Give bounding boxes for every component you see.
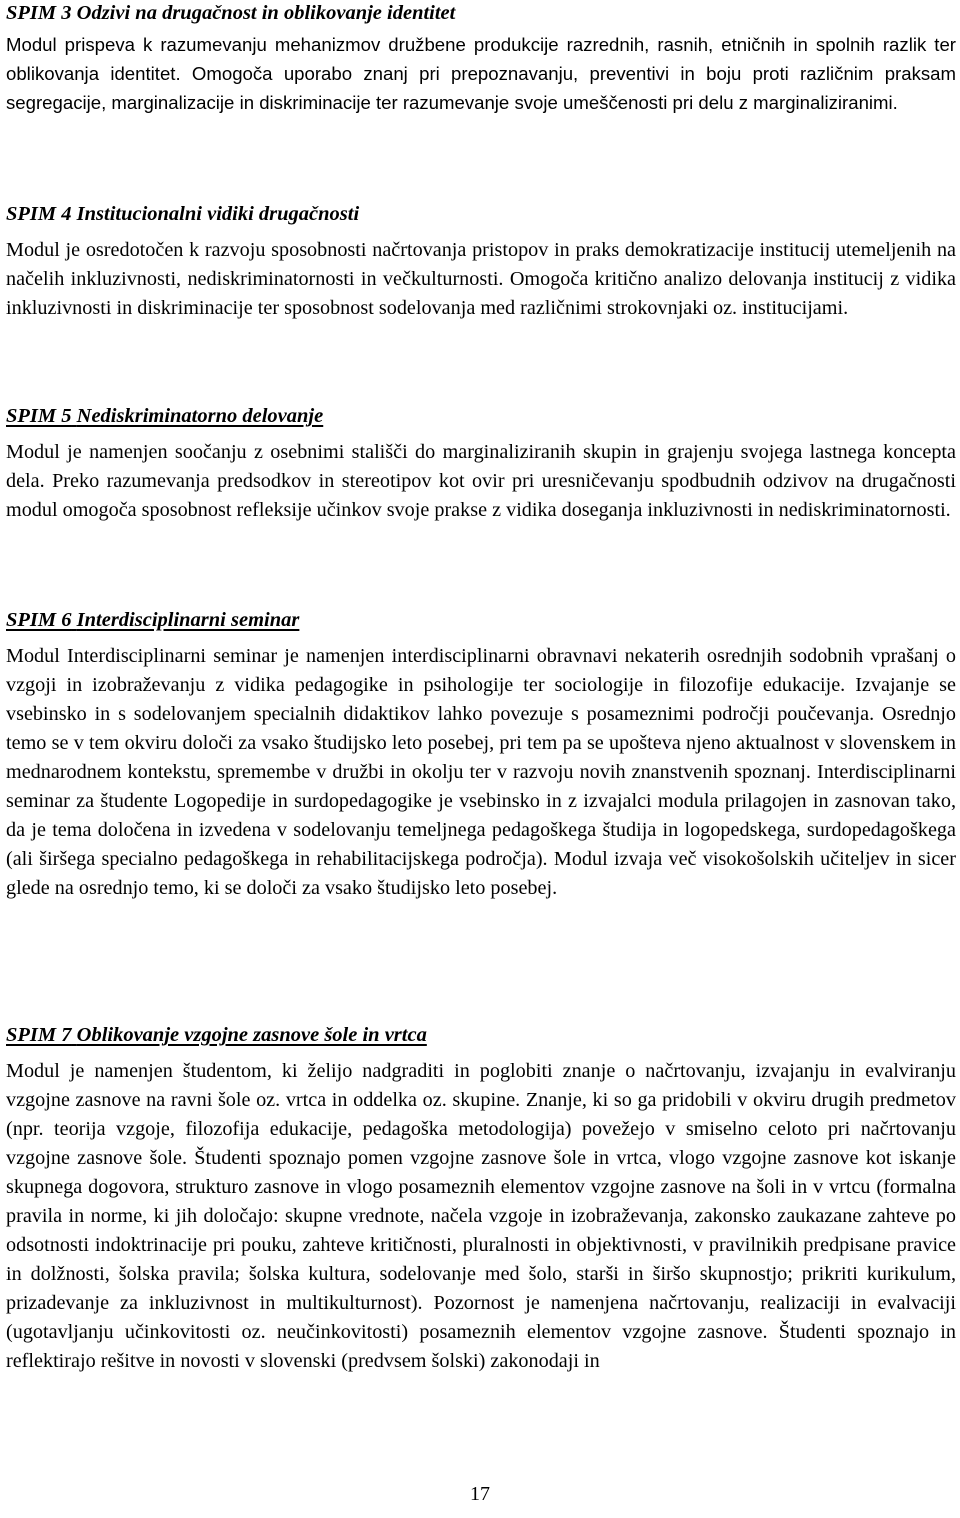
section-title: Odzivi na drugačnost in oblikovanje identitet — [76, 2, 456, 24]
section-code: SPIM 4 — [6, 203, 72, 225]
section-body: Modul je namenjen soočanju z osebnimi stališči do marginaliziranih skupin in grajenju svojega lastnega koncepta dela. Preko razumevanja predsodkov in stereotipov kot ovir pri uresničevanju spodbudnih odzivov na drugačnosti modul omogoča sposobnost refleksije učinkov svoje prakse z vidika doseganja inkluzivnosti in nediskriminatornosti. — [6, 441, 956, 521]
section-body: Modul Interdisciplinarni seminar je namenjen interdisciplinarni obravnavi nekaterih osrednjih sodobnih vprašanj o vzgoji in izobraževanju z vidika pedagogike in psihologije ter sociologije in filozofije edukacije. Izvajanje se vsebinsko in s sodelovanjem specialnih didaktikov lahko povezuje s posameznimi področji poučevanja. Osrednjo temo se v tem okviru določi za vsako študijsko leto posebej, pri tem pa se upošteva njeno aktualnost v slovenskem in mednarodnem kontekstu, spremembe v družbi in okolju ter v razvoju novih znanstvenih spoznanj. Interdisciplinarni seminar za študente Logopedije in surdopedagogike je vsebinsko in z izvajalci modula prilagojen in zasnovan tako, da je tema določena in izvedena v sodelovanju temeljnega pedagoškega študija in logopedskega, surdopedagoškega (ali širšega specialno pedagoškega in rehabilitacijskega področja). Modul izvaja več visokošolskih učiteljev in sicer glede na osrednjo temo, ki se določi za vsako študijsko leto posebej. — [6, 645, 956, 899]
section-code: SPIM 5 — [6, 405, 72, 427]
section-spim-7 — [6, 1021, 956, 1376]
section-title: Nediskriminatorno delovanje — [76, 405, 324, 427]
section-body: Modul prispeva k razumevanju mehanizmov družbene produkcije razrednih, rasnih, etničnih in spolnih razlik ter oblikovanja identitet. Omogoča uporabo znanj pri prepoznavanju, preventivi in boju proti različnim praksam segregacije, marginalizacije in diskriminacije ter razumevanje svoje umeščenosti pri delu z marginaliziranimi. — [6, 34, 956, 113]
section-code: SPIM 6 — [6, 609, 72, 631]
section-title: Oblikovanje vzgojne zasnove šole in vrtca — [76, 1024, 427, 1046]
section-title: Institucionalni vidiki drugačnosti — [76, 203, 360, 225]
section-title: Interdisciplinarni seminar — [76, 609, 300, 631]
page-number: 17 — [470, 1483, 490, 1505]
section-spim-3 — [6, 0, 956, 117]
section-heading — [6, 0, 956, 27]
section-heading — [6, 402, 956, 430]
section-heading — [6, 1021, 956, 1049]
section-spim-5 — [6, 402, 956, 525]
section-body: Modul je namenjen študentom, ki želijo nadgraditi in poglobiti znanje o načrtovanju, izvajanju in evalviranju vzgojne zasnove na ravni šole oz. vrtca in oddelka oz. skupine. Znanje, ki so ga pridobili v okviru drugih predmetov (npr. teorija vzgoje, filozofija edukacije, pedagoška metodologija) povežejo v smiselno celoto pri načrtovanju vzgojne zasnove šole. Študenti spoznajo pomen vzgojne zasnove šole in vrtca, vlogo vzgojne zasnove kot iskanje skupnega dogovora, strukturo zasnove in vlogo posameznih elementov vzgojne zasnove na šoli in v vrtcu (formalna pravila in norme, ki jih določajo: skupne vrednote, načela vzgoje in izobraževanja, zakonsko zaukazane zahteve po odsotnosti indoktrinacije pri pouku, zahteve kritičnosti, pluralnosti in objektivnosti, v pravilnikih predpisane pravice in dolžnosti, šolska pravila; šolska kultura, sodelovanje med šolo, starši in širšo skupnostjo; prikriti kurikulum, prizadevanje za inkluzivnost in multikulturnost). Pozornost je namenjena načrtovanju, realizaciji in evalvaciji (ugotavljanju učinkovitosti oz. neučinkovitosti) posameznih elementov vzgojne zasnove. Študenti spoznajo in reflektirajo rešitve in novosti v slovenski (predvsem šolski) zakonodaji in — [6, 1060, 956, 1372]
section-body: Modul je osredotočen k razvoju sposobnosti načrtovanja pristopov in praks demokratizacije institucij utemeljenih na načelih inkluzivnosti, nediskriminatornosti in večkulturnosti. Omogoča kritično analizo delovanja institucij z vidika inkluzivnosti in diskriminacije ter sposobnost sodelovanja med različnimi strokovnjaki oz. institucijami. — [6, 239, 956, 319]
section-spim-6 — [6, 606, 956, 903]
section-spim-4 — [6, 200, 956, 323]
section-code: SPIM 7 — [6, 1024, 72, 1046]
section-heading — [6, 200, 956, 228]
section-heading — [6, 606, 956, 634]
section-code: SPIM 3 — [6, 2, 72, 24]
